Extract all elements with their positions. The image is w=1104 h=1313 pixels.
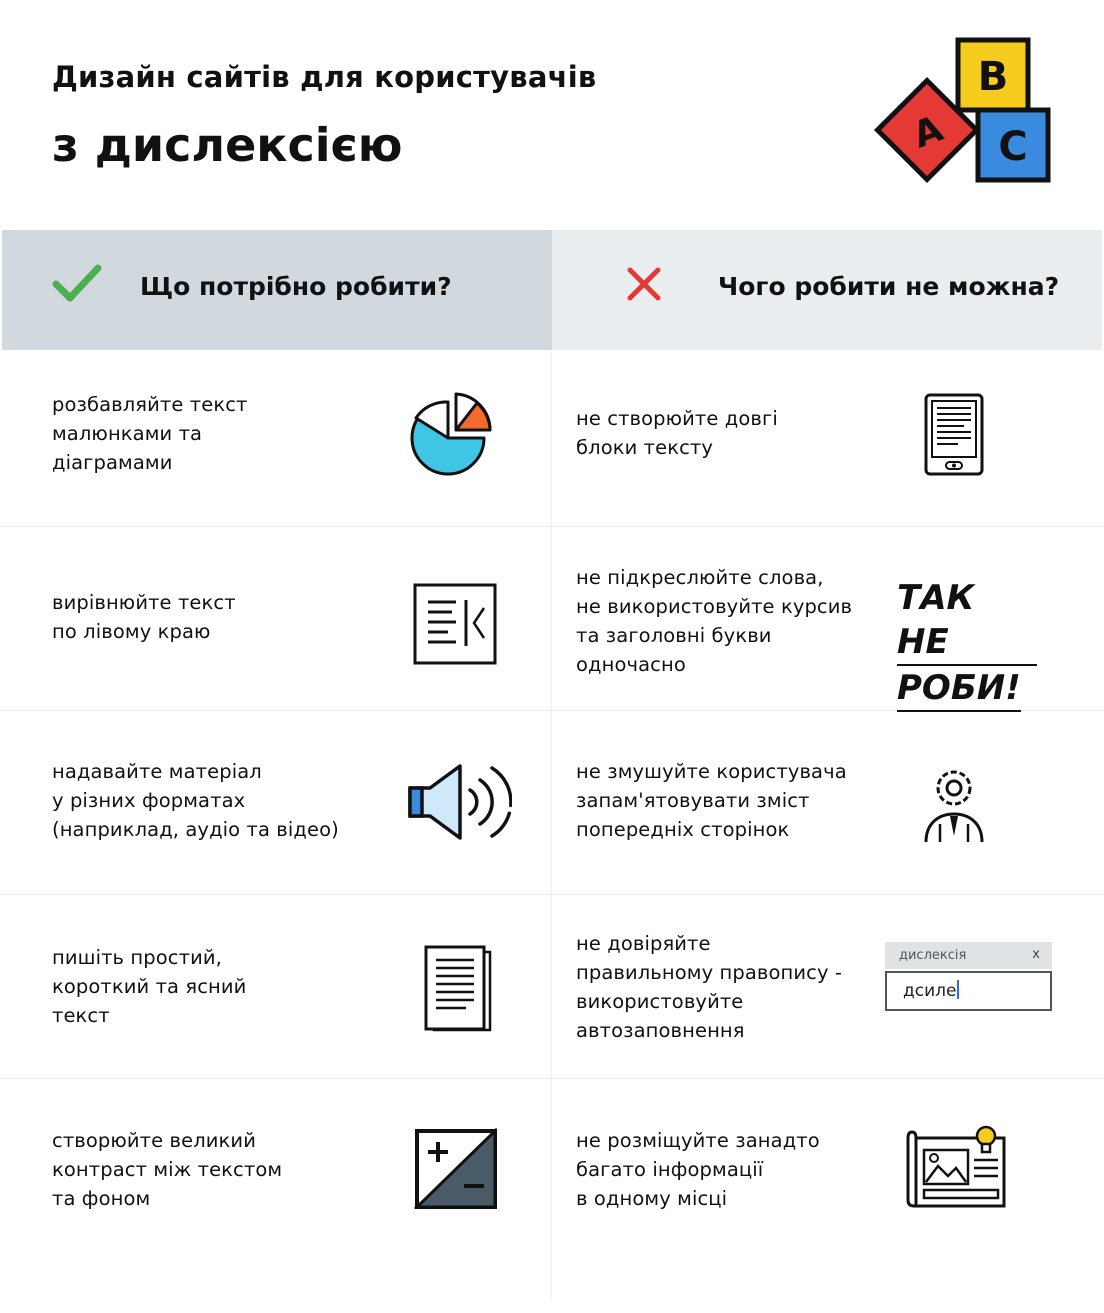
dont-item-text: не підкреслюйте слова, не використовуйте курсив та заголовні букви одночасно: [576, 566, 853, 676]
ereader-icon: [922, 392, 986, 478]
do-header-label: Що потрібно робити?: [140, 272, 452, 301]
autocomplete-suggestion[interactable]: [885, 942, 1052, 969]
dont-header-label: Чого робити не можна?: [718, 272, 1060, 301]
text-caret: [957, 980, 959, 999]
row-separator: [0, 1078, 1104, 1079]
autocomplete-input[interactable]: [885, 971, 1052, 1011]
typed-text: дсиле: [903, 981, 957, 1001]
document-icon: [422, 944, 494, 1034]
logo-letter-a: A: [908, 108, 949, 157]
do-item-text: розбавляйте текст малюнками та діаграмами: [52, 393, 248, 474]
cross-icon: [626, 266, 662, 302]
column-divider: [551, 350, 552, 1300]
speaker-icon: [404, 760, 512, 844]
do-item-text: пишіть простий, короткий та ясний текст: [52, 946, 247, 1027]
page-title-line2: з дислексією: [52, 118, 403, 172]
autocomplete-widget: [885, 942, 1052, 1010]
do-item-text: вирівнюйте текст по лівому краю: [52, 591, 236, 643]
tak-ne-line1: ТАК НЕ: [897, 576, 1037, 666]
contrast-icon: [414, 1128, 498, 1210]
person-gear-icon: [922, 764, 986, 844]
row-separator: [0, 526, 1104, 527]
align-left-icon: [412, 582, 498, 666]
pie-chart-icon: [404, 390, 496, 482]
logo-letter-c: C: [998, 124, 1028, 170]
dont-item-text: не створюйте довгі блоки тексту: [576, 407, 778, 459]
logo-letter-b: B: [977, 54, 1009, 100]
dont-item-text: не довіряйте правильному правопису - використовуйте автозаповнення: [576, 932, 843, 1042]
close-icon[interactable]: x: [1032, 947, 1040, 962]
do-column-header: [2, 230, 552, 350]
row-separator: [0, 894, 1104, 895]
suggestion-text: дислексія: [899, 948, 967, 963]
dont-item-text: не розміщуйте занадто багато інформації в одному місці: [576, 1129, 820, 1210]
page-title-line1: Дизайн сайтів для користувачів: [52, 60, 597, 94]
dont-column-header: [552, 230, 1102, 350]
tak-ne-robi-text: [897, 576, 1037, 712]
do-item-text: створюйте великий контраст між текстом та фоном: [52, 1129, 283, 1210]
check-icon: [52, 262, 102, 304]
dont-item-text: не змушуйте користувача запам'ятовувати зміст попередніх сторінок: [576, 760, 847, 841]
abc-blocks-logo: [872, 32, 1062, 192]
tak-ne-line2: РОБИ!: [897, 666, 1021, 712]
blueprint-icon: [904, 1124, 1010, 1212]
do-item-text: надавайте матеріал у різних форматах (наприклад, аудіо та відео): [52, 760, 339, 841]
